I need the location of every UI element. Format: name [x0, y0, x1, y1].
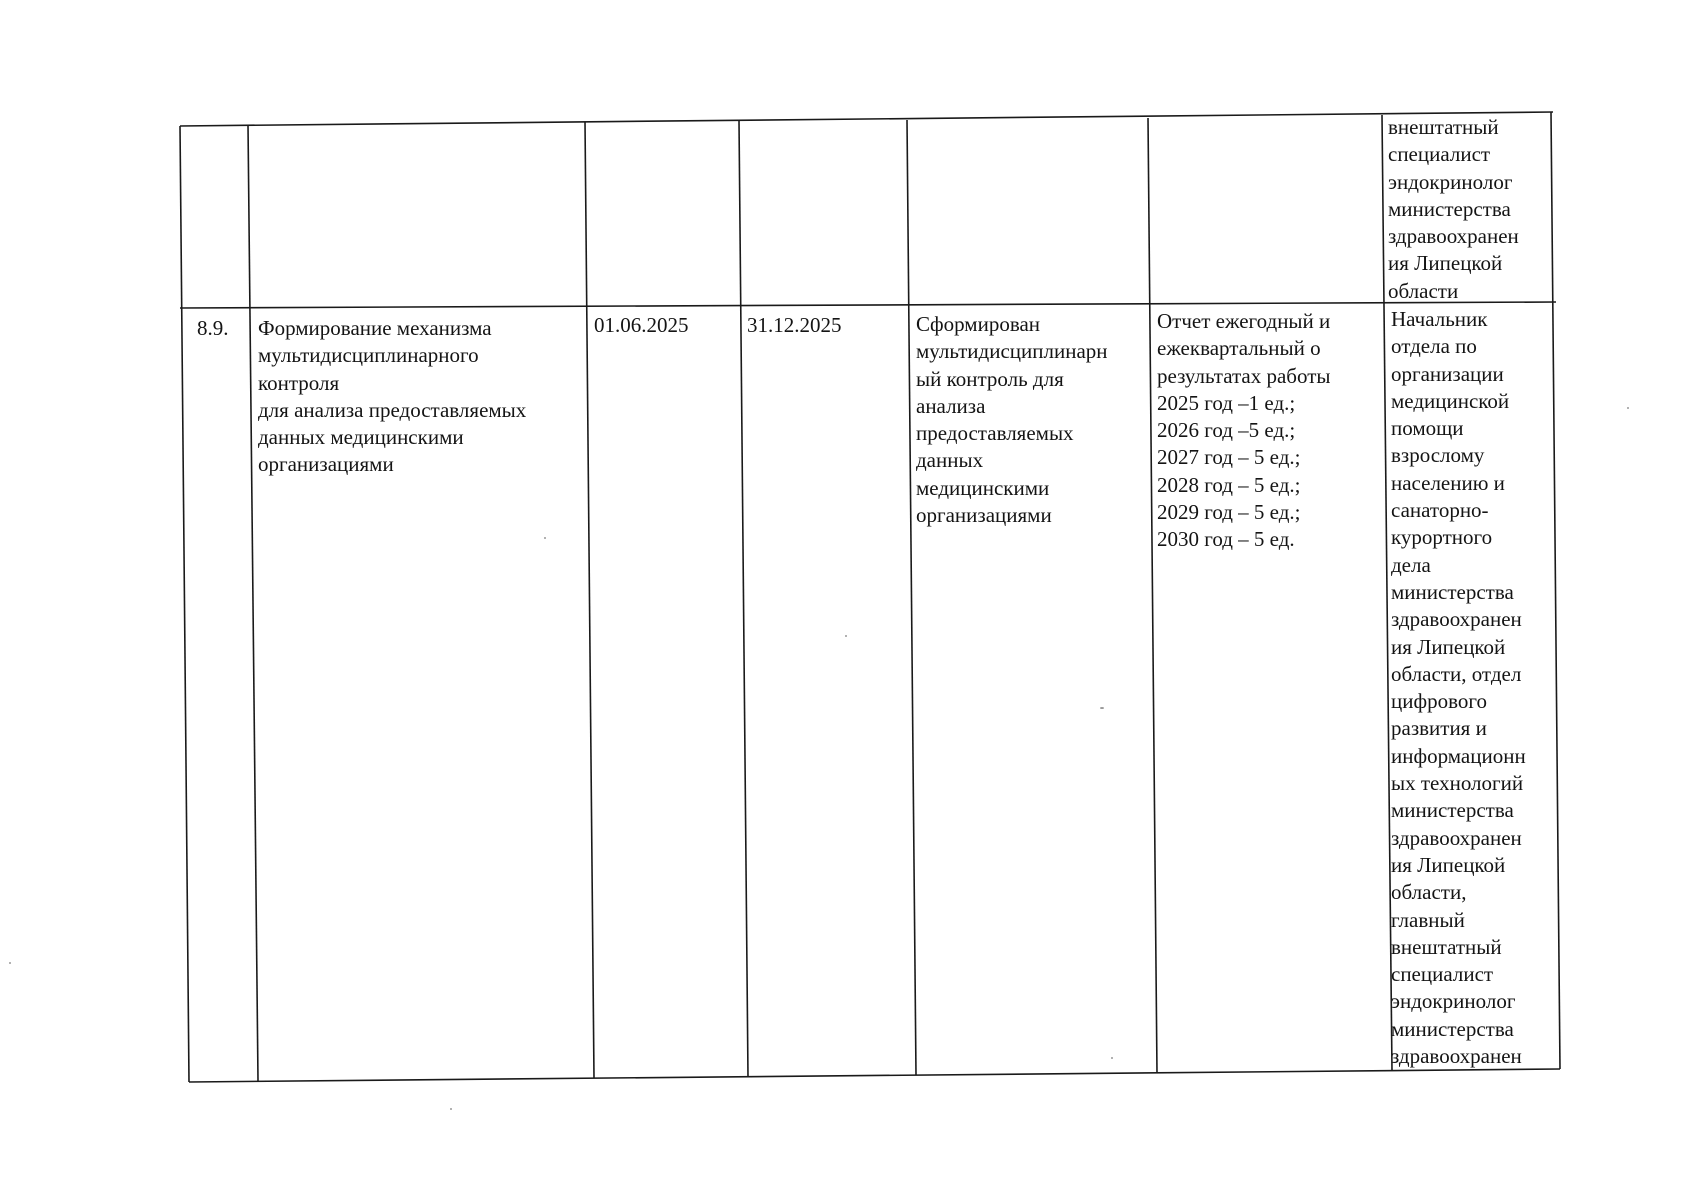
scan-speck: [450, 1108, 452, 1110]
report-cell: Отчет ежегодный и ежеквартальный о результатах работы 2025 год –1 ед.; 2026 год –5 ед.; 2027 год – 5 ед.; 2028 год – 5 ед.; 2029 год – 5 ед.; 2030 год – 5 ед.: [1157, 309, 1331, 552]
row-number-cell: 8.9.: [197, 316, 229, 340]
scan-speck: [544, 537, 546, 539]
scan-speck: [1100, 707, 1104, 709]
column-divider-5: [1148, 118, 1157, 1073]
end-date-cell: 31.12.2025: [747, 313, 842, 337]
activity-cell: Формирование механизма мультидисциплинарного контроля для анализа предоставляемых данных медицинскими организациями: [258, 316, 527, 477]
column-divider-4: [907, 120, 916, 1075]
scan-speck: [9, 962, 11, 964]
responsible-cell: Начальник отдела по организации медицинской помощи взрослому населению и санаторно- курортного дела министерства здравоохранен ия Липецкой области, отдел цифрового развития и информационн ых технологий министерства здравоохранен ия Липецкой области, главный внештатный специалист эндокринолог министерства здравоохранен: [1391, 307, 1526, 1069]
column-divider-3: [739, 121, 748, 1077]
column-divider-1: [248, 125, 258, 1081]
start-date-cell: 01.06.2025: [594, 313, 689, 337]
scan-speck: [1627, 407, 1629, 409]
column-divider-2: [585, 122, 594, 1078]
table-left-border: [180, 126, 189, 1082]
continuation-responsible-cell: внештатный специалист эндокринолог министерства здравоохранен ия Липецкой области: [1388, 115, 1519, 303]
scan-speck: [1111, 1057, 1113, 1059]
row-separator: [180, 302, 1556, 308]
table-right-border: [1551, 112, 1560, 1069]
table-bottom-border: [189, 1069, 1560, 1082]
result-cell: Сформирован мультидисциплинарн ый контроль для анализа предоставляемых данных медицинскими организациями: [916, 312, 1108, 528]
table-top-border: [180, 112, 1553, 126]
scan-speck: [845, 635, 847, 637]
